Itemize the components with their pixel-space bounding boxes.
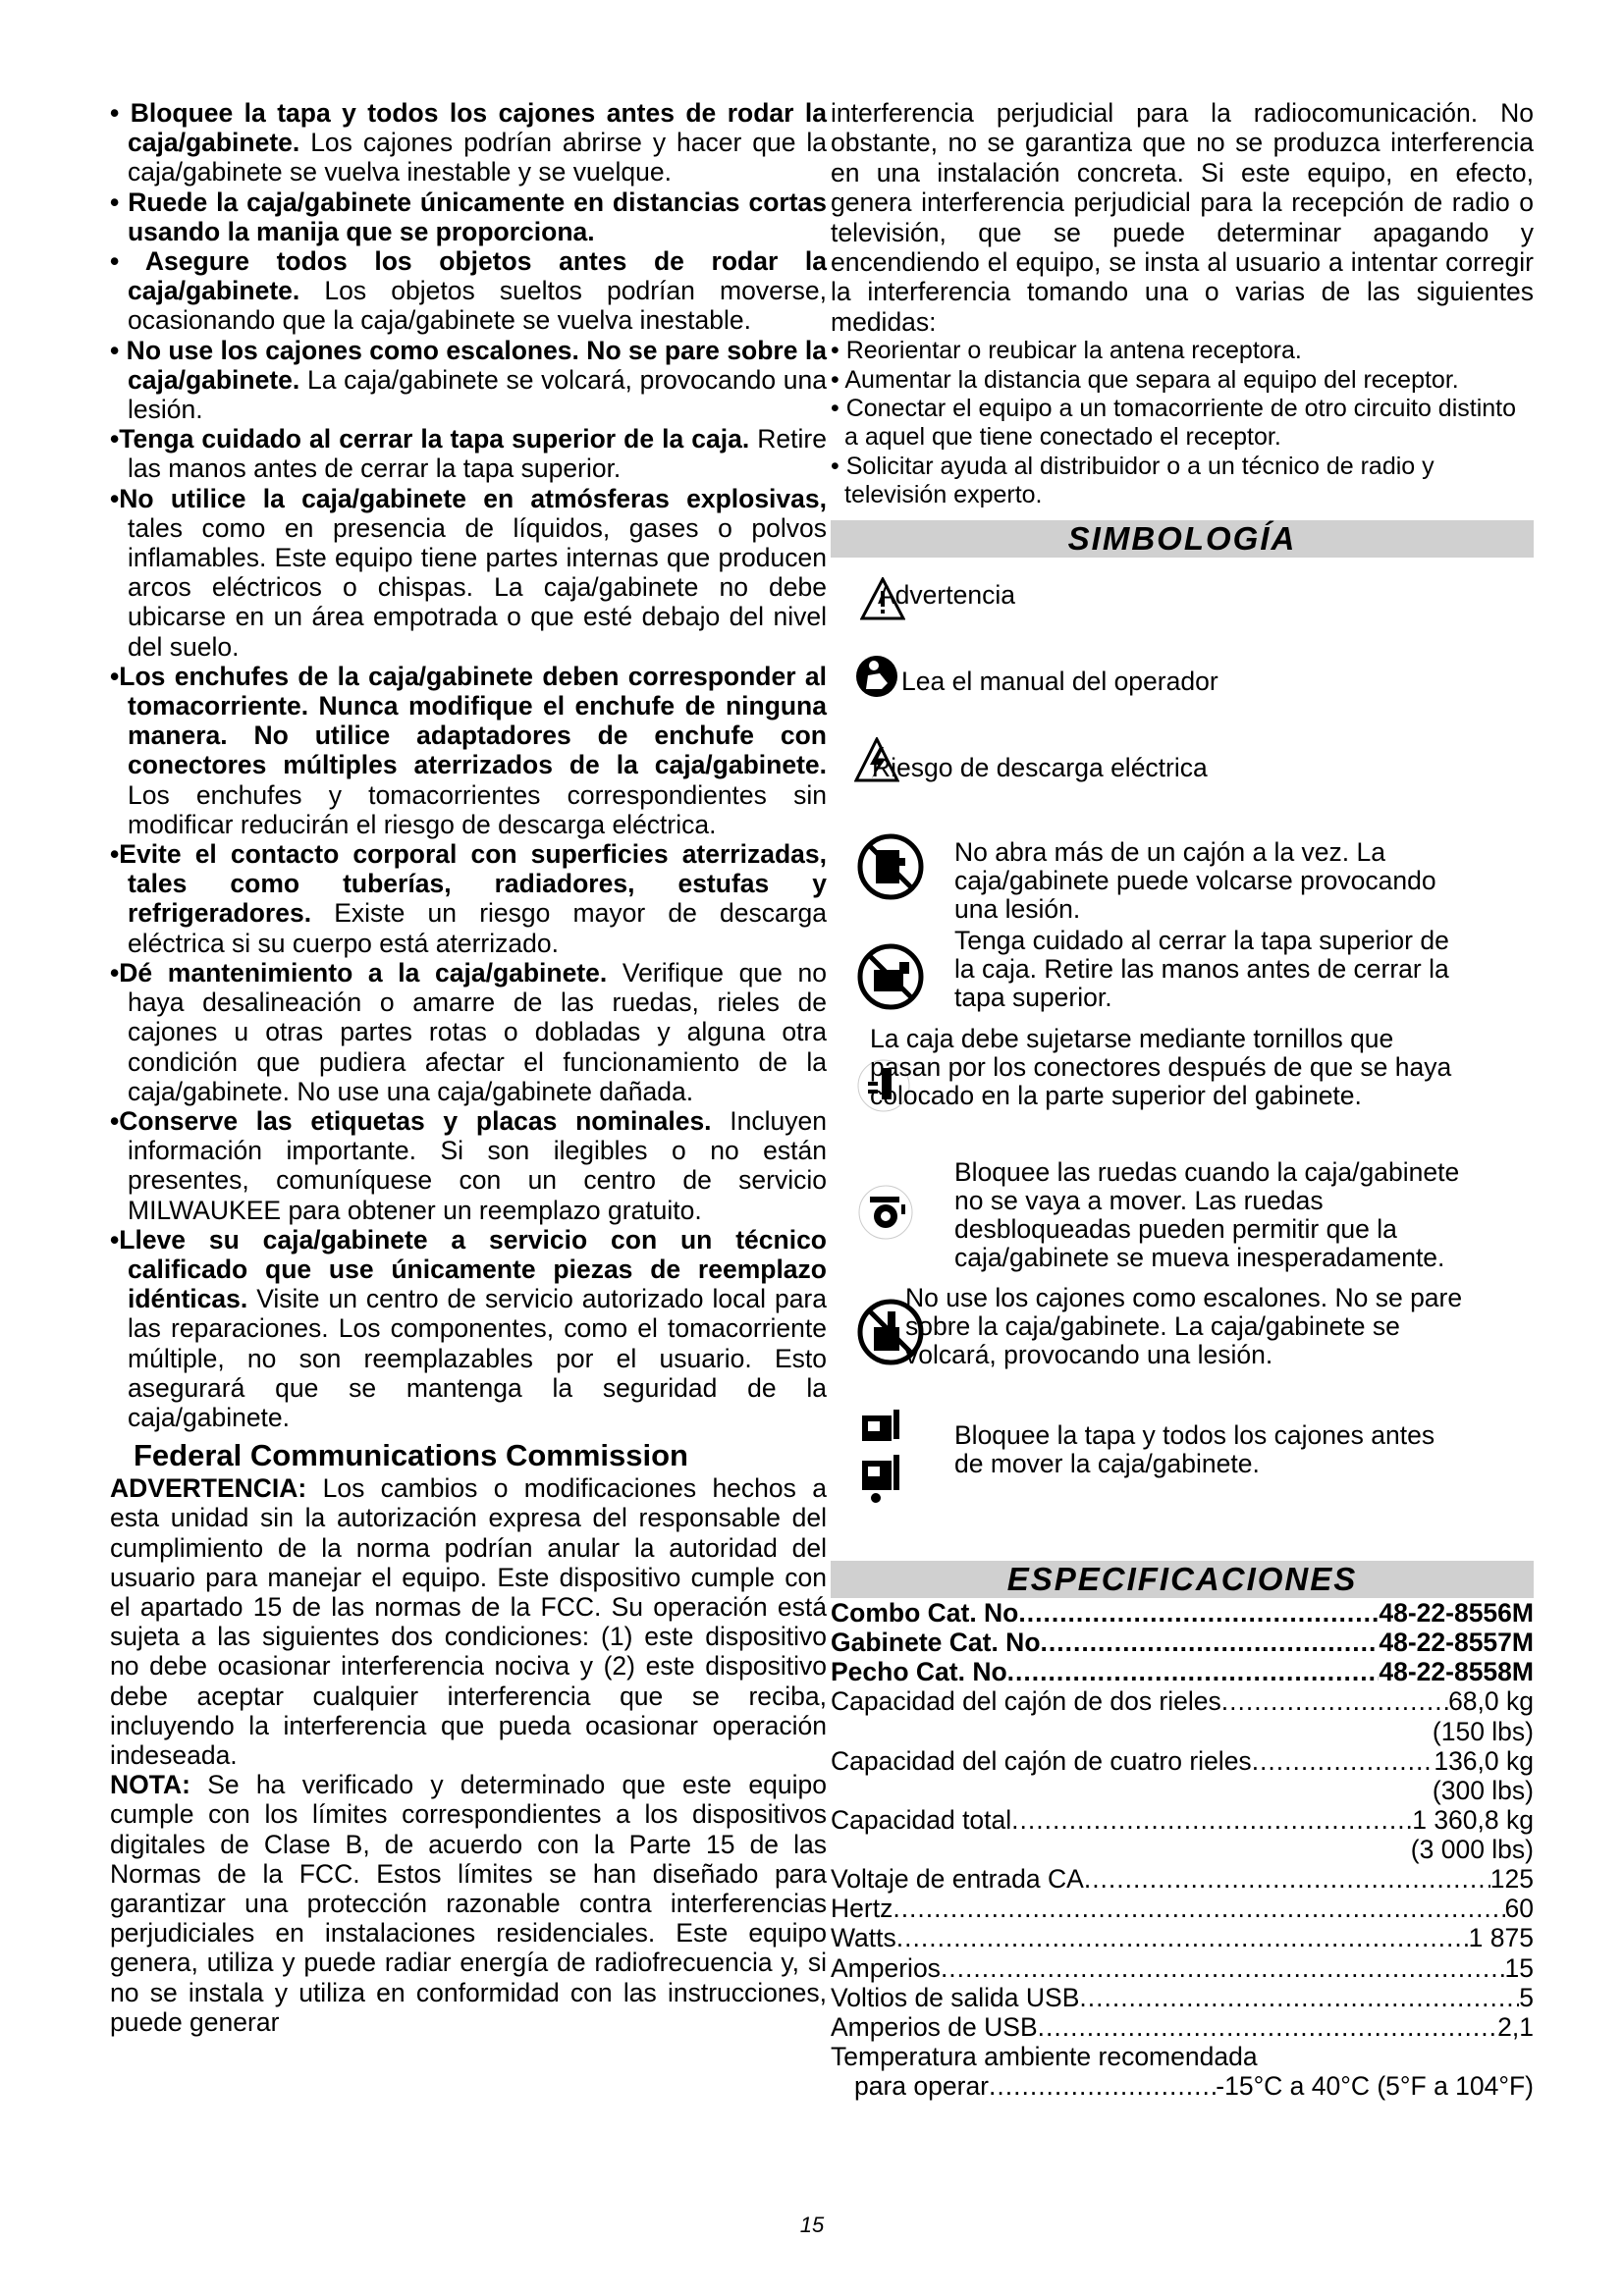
left-column: [110, 98, 827, 2037]
wheel-lock-icon: [856, 1183, 915, 1242]
spec-row: Amperios de USB ..... 2,1: [831, 2012, 1534, 2042]
fcc-measure: • Aumentar la distancia que separa al equipo del receptor.: [831, 365, 1459, 394]
symbol-text: Lea el manual del operador: [901, 666, 1218, 696]
read-manual-icon: [854, 654, 899, 699]
safety-item: •Conserve las etiquetas y placas nominales. Incluyen información importante. Si son ilegibles o no están presentes, comuníquese con un centro de servicio MILWAUKEE para obtener un reemplazo gratuito.: [110, 1105, 827, 1225]
safety-item: • Bloquee la tapa y todos los cajones antes de rodar la caja/gabinete. Los cajones podrían abrirse y hacer que la caja/gabinete se vuelva inestable y se vuelque.: [110, 98, 827, 187]
safety-item: •Tenga cuidado al cerrar la tapa superior de la caja. Retire las manos antes de cerrar la tapa superior.: [110, 424, 827, 484]
spec-row: Combo Cat. No ..... 48-22-8556M: [831, 1598, 1534, 1628]
symbol-text: Bloquee las ruedas cuando la caja/gabinete no se vaya a mover. Las ruedas desbloqueadas pueden permitir que la caja/gabinete se mueva inesperadamente.: [954, 1156, 1460, 1272]
simbologia-header: SIMBOLOGÍA: [831, 520, 1534, 558]
symbol-text: Bloquee la tapa y todos los cajones antes de mover la caja/gabinete.: [954, 1419, 1435, 1478]
spec-sub: (150 lbs): [1432, 1716, 1534, 1746]
spec-row: Pecho Cat. No ..... 48-22-8558M: [831, 1657, 1534, 1686]
spec-row: Capacidad total ..... 1 360,8 kg: [831, 1805, 1534, 1835]
safety-list: [110, 98, 827, 1432]
symbol-text: No abra más de un cajón a la vez. La caja/gabinete puede volcarse provocando una lesión.: [954, 836, 1436, 924]
safety-item: • Ruede la caja/gabinete únicamente en distancias cortas usando la manija que se proporciona.: [110, 187, 827, 246]
pinch-lid-icon: [856, 942, 925, 1011]
spec-row: para operar ..... -15°C a 40°C (5°F a 104°F): [831, 2071, 1534, 2101]
fcc-measure: • Reorientar o reubicar la antena receptora.: [831, 337, 1302, 365]
safety-item: • Asegure todos los objetos antes de rodar la caja/gabinete. Los objetos sueltos podrían moverse, ocasionando que la caja/gabinete se vuelva inestable.: [110, 246, 827, 336]
especificaciones-header: ESPECIFICACIONES: [831, 1561, 1534, 1598]
fcc-measure: • Solicitar ayuda al distribuidor o a un técnico de radio y televisión experto.: [831, 452, 1435, 509]
spec-row: Amperios ..... 15: [831, 1953, 1534, 1983]
spec-row: Capacidad del cajón de dos rieles ..... 68,0 kg: [831, 1686, 1534, 1716]
symbol-text: Tenga cuidado al cerrar la tapa superior de la caja. Retire las manos antes de cerrar la tapa superior.: [954, 925, 1449, 1012]
fcc-warning: ADVERTENCIA: Los cambios o modificaciones hechos a esta unidad sin la autorización expresa del responsable del cumplimiento de la norma podrían anular la autoridad del usuario para manejar el equipo. Este dispositivo cumple con el apartado 15 de las normas de la FCC. Su operación está sujeta a las siguientes dos condiciones: (1) este dispositivo no debe ocasionar interferencia nociva y (2) este dispositivo debe aceptar cualquier interferencia que se reciba, incluyendo la interferencia que pueda ocasionar operación indeseada.: [110, 1473, 827, 1770]
spec-row: Gabinete Cat. No ..... 48-22-8557M: [831, 1628, 1534, 1657]
symbol-text: Advertencia: [878, 579, 1015, 610]
symbol-text: La caja debe sujetarse mediante tornillos que pasan por los conectores después de que se haya colocado en la parte superior del gabinete.: [870, 1023, 1452, 1110]
spec-row: Voltios de salida USB ..... 5: [831, 1983, 1534, 2012]
safety-item: •Dé mantenimiento a la caja/gabinete. Verifique que no haya desalineación o amarre de las ruedas, rieles de cajones u otras partes rotas o dobladas y alguna otra condición que pudiera afectar el funcionamiento de la caja/gabinete. No use una caja/gabinete dañada.: [110, 957, 828, 1106]
safety-item: •No utilice la caja/gabinete en atmósferas explosivas, tales como en presencia de líquidos, gases o polvos inflamables. Este equipo tiene partes internas que producen arcos eléctricos o chispas. La caja/gabinete no debe ubicarse en un área empotrada o que esté debajo del nivel del suelo.: [110, 483, 827, 662]
spec-row: Hertz ..... 60: [831, 1894, 1534, 1923]
one-drawer-icon: [856, 832, 925, 901]
spec-row: Watts ..... 1 875: [831, 1923, 1534, 1952]
fcc-note: NOTA: Se ha verificado y determinado que este equipo cumple con los límites correspondientes a los dispositivos digitales de Clase B, de acuerdo con la Parte 15 de las Normas de la FCC. Estos límites se han diseñado para garantizar una protección razonable contra interferencias perjudiciales en instalaciones residenciales. Este equipo genera, utiliza y puede radiar energía de radiofrecuencia y, si no se instala y utiliza en conformidad con las instrucciones, puede generar: [110, 1770, 827, 2037]
spec-temp-label: Temperatura ambiente recomendada: [831, 2042, 1258, 2072]
spec-sub: (3 000 lbs): [1410, 1834, 1534, 1864]
spec-list: [831, 1598, 1534, 2102]
safety-item: • No use los cajones como escalones. No se pare sobre la caja/gabinete. La caja/gabinete se volcará, provocando una lesión.: [110, 335, 827, 425]
symbol-list: [831, 558, 1534, 1478]
safety-item: •Evite el contacto corporal con superficies aterrizadas, tales como tuberías, radiadores, estufas y refrigeradores. Existe un riesgo mayor de descarga eléctrica si su cuerpo está aterrizado.: [110, 839, 827, 958]
page-number: 15: [799, 2213, 825, 2237]
right-column: [831, 98, 1534, 2102]
lock-before-moving-icon: [856, 1408, 911, 1506]
symbol-text: No use los cajones como escalones. No se pare sobre la caja/gabinete. La caja/gabinete se volcará, provocando una lesión.: [905, 1282, 1463, 1369]
safety-item: •Lleve su caja/gabinete a servicio con un técnico calificado que use únicamente piezas de reemplazo idénticas. Visite un centro de servicio autorizado local para las reparaciones. Los componentes, como el tomacorriente múltiple, no son reemplazables por el usuario. Esto asegurará que se mantenga la seguridad de la caja/gabinete.: [110, 1224, 827, 1432]
spec-sub: (300 lbs): [1432, 1775, 1534, 1805]
spec-row: Voltaje de entrada CA ..... 125: [831, 1864, 1534, 1894]
fcc-title: Federal Communications Commission: [134, 1438, 688, 1473]
fcc-continuation: interferencia perjudicial para la radiocomunicación. No obstante, no se garantiza que no se produzca interferencia en una instalación concreta. Si este equipo, en efecto, genera interferencia perjudicial para la recepción de radio o televisión, que se puede determinar apagando y encendiendo el equipo, se insta al usuario a intentar corregir la interferencia tomando una o varias de las siguientes medidas:: [831, 98, 1534, 337]
safety-item: •Los enchufes de la caja/gabinete deben corresponder al tomacorriente. Nunca modifique el enchufe de ninguna manera. No utilice adaptadores de enchufe con conectores múltiples aterrizados de la caja/gabinete. Los enchufes y tomacorrientes correspondientes sin modificar reducirán el riesgo de descarga eléctrica.: [110, 661, 827, 839]
spec-row: Capacidad del cajón de cuatro rieles ..... 136,0 kg: [831, 1746, 1534, 1776]
fcc-measure: • Conectar el equipo a un tomacorriente de otro circuito distinto a aquel que tiene conectado el receptor.: [831, 395, 1517, 452]
symbol-text: Riesgo de descarga eléctrica: [872, 752, 1208, 782]
